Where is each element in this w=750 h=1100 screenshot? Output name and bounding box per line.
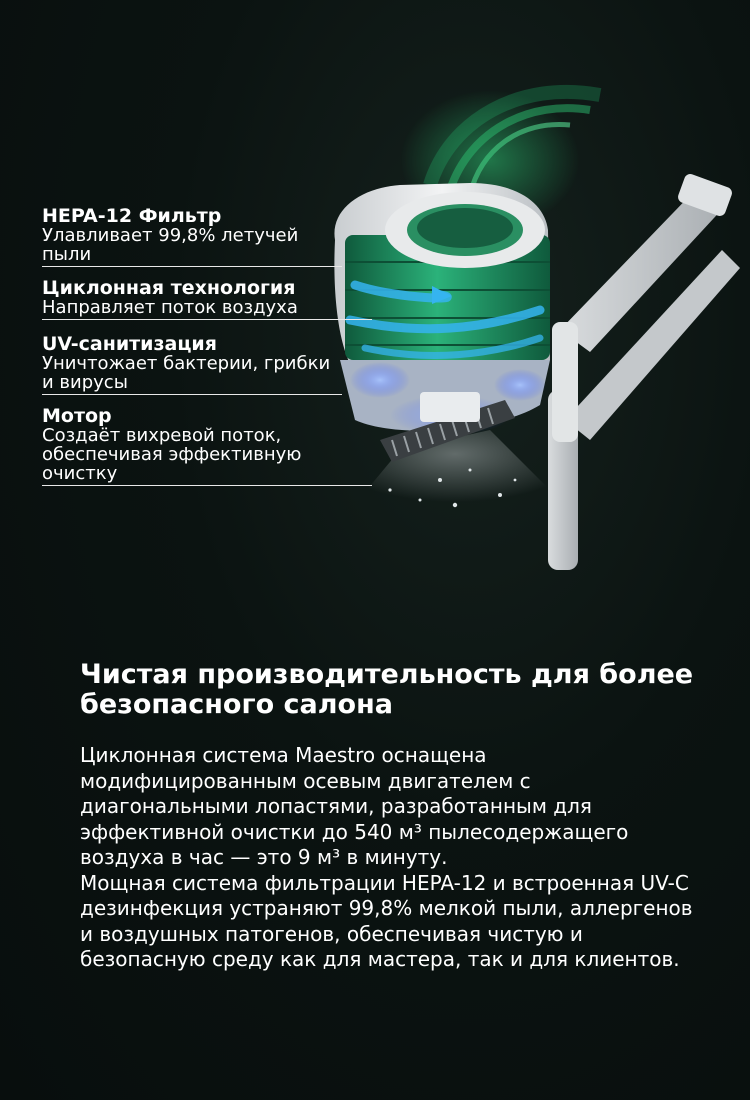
callout-divider <box>42 266 342 267</box>
callout-description: Направляет поток воздуха <box>42 297 298 318</box>
body-paragraph: Циклонная система Maestro оснащена модифицированным осевым двигателем с диагональными лопастями, разработанным для эффективной очистки до 540 м³ пылесодержащего воздуха в час — это 9 м³ в минуту. <box>80 743 629 869</box>
callout-motor <box>42 406 372 486</box>
callout-title: Циклонная технология <box>42 277 296 299</box>
callout-divider <box>42 394 342 395</box>
callout-uv-sanitization <box>42 334 342 395</box>
callout-description: Улавливает 99,8% летучей пыли <box>42 225 299 265</box>
body-paragraph: Мощная система фильтрации HEPA-12 и встроенная UV-C дезинфекция устраняют 99,8% мелкой пыли, аллергенов и воздушных патогенов, обеспечивая чистую и безопасную среду как для мастера, так и для клиентов. <box>80 870 693 971</box>
callout-divider <box>42 319 372 320</box>
callout-description: Уничтожает бактерии, грибки и вирусы <box>42 353 331 393</box>
callout-title: Мотор <box>42 405 112 427</box>
callout-divider <box>42 485 372 486</box>
callout-description: Создаёт вихревой поток, обеспечивая эффективную очистку <box>42 425 302 484</box>
callout-hepa-filter <box>42 206 342 267</box>
articulated-arm <box>552 172 740 442</box>
callout-cyclone-technology <box>42 278 372 320</box>
section-body <box>80 743 700 973</box>
callout-title: HEPA-12 Фильтр <box>42 205 222 227</box>
callout-title: UV-санитизация <box>42 333 217 355</box>
section-heading: Чистая производительность для более безопасного салона <box>80 659 694 720</box>
